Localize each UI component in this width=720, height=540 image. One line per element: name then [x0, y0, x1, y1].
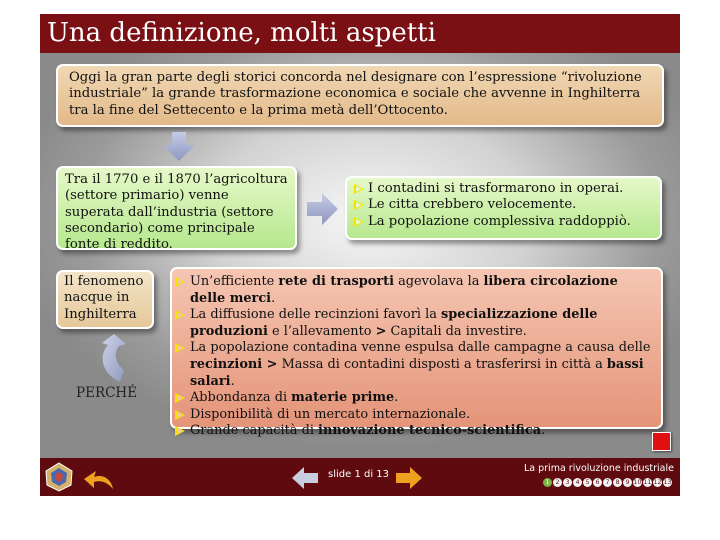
page-dot-8[interactable]: 8 [613, 478, 622, 487]
list-item: Le citta crebbero velocemente. [353, 197, 654, 213]
phenomenon-box [56, 270, 154, 329]
consequences-box [345, 176, 662, 240]
page-dot-3[interactable]: 3 [563, 478, 572, 487]
reason-item [174, 307, 657, 340]
phenomenon-text: Il fenomeno nacque in Inghilterra [64, 274, 144, 322]
reason-item [174, 407, 657, 424]
page-dot-12[interactable]: 12 [653, 479, 662, 486]
home-icon[interactable] [84, 468, 114, 490]
presentation-title: La prima rivoluzione industriale [523, 463, 674, 474]
reason-text: Un’efficiente [190, 274, 279, 289]
page-dot-7[interactable]: 7 [603, 478, 612, 487]
reason-text: recinzioni > [190, 356, 278, 372]
page-dot-9[interactable]: 9 [623, 478, 632, 487]
reason-text: innovazione tecnico-scientifica [318, 423, 542, 439]
reason-text: . [541, 423, 546, 439]
reason-text: e l’allevamento [267, 323, 376, 339]
page-dot-1[interactable]: 1 [543, 478, 552, 487]
reason-item [174, 390, 657, 407]
reason-text: . [271, 290, 276, 306]
reason-text: rete di trasporti [278, 274, 395, 289]
page-dot-4[interactable]: 4 [573, 478, 582, 487]
right-arrow-icon [307, 193, 339, 225]
agriculture-box [56, 166, 297, 253]
page-dot-10[interactable]: 10 [633, 479, 642, 486]
reason-text: bassi salari [190, 356, 644, 389]
stop-button[interactable] [652, 432, 671, 451]
bullet-icon [175, 277, 185, 287]
why-label: PERCHÉ [76, 385, 138, 401]
reason-text: specializzazione delle produzioni [190, 307, 598, 339]
page-dot-6[interactable]: 6 [593, 478, 602, 487]
slide [40, 14, 680, 496]
agriculture-text: Tra il 1770 e il 1870 l’agricoltura (settore primario) venne superata dall’industria (settore secondario) come principale fonte di reddito. [65, 172, 288, 253]
list-item: I contadini si trasformarono in operai. [353, 181, 654, 197]
navigation-bar [40, 458, 680, 496]
page-dots [543, 478, 672, 487]
page-dot-11[interactable]: 11 [643, 479, 652, 486]
reason-text: . [394, 390, 399, 406]
bullet-icon [175, 426, 185, 436]
bullet-icon [354, 184, 364, 194]
reason-text: > [375, 323, 387, 339]
reason-text: materie prime [291, 390, 395, 406]
bullet-icon [175, 410, 185, 420]
reason-text: . [230, 373, 235, 389]
curved-arrow-icon [94, 334, 128, 382]
list-item: La popolazione complessiva raddoppiò. [353, 214, 654, 230]
reason-text: Massa di contadini disposti a trasferirsi in città a [277, 356, 607, 372]
reason-text: Grande capacità di [190, 423, 319, 439]
bullet-icon [175, 343, 185, 353]
bullet-icon [354, 200, 364, 210]
reason-text: Disponibilità di un mercato internazionale. [190, 406, 471, 422]
reason-text: La diffusione delle recinzioni favorì la [190, 307, 441, 323]
reason-item [174, 423, 657, 440]
prev-arrow-icon[interactable] [292, 467, 318, 489]
reason-item [174, 274, 657, 307]
down-arrow-icon [162, 132, 196, 162]
slide-title: Una definizione, molti aspetti [47, 18, 436, 48]
reason-text: libera circolazione delle merci [190, 274, 618, 306]
page-dot-13[interactable]: 13 [663, 479, 672, 486]
title-bar [40, 14, 680, 53]
intro-text: Oggi la gran parte degli storici concorda nel designare con l’espressione “rivoluzione industriale” la grande trasformazione economica e sociale che avvenne in Inghilterra tra la fine del Settecento e la prima metà dell’Ottocento. [69, 70, 642, 118]
reason-text: agevolava la [394, 274, 484, 289]
intro-box [56, 64, 664, 127]
next-arrow-icon[interactable] [396, 467, 422, 489]
reason-text: La popolazione contadina venne espulsa dalle campagne a causa delle [190, 340, 651, 356]
reasons-box [170, 267, 663, 439]
page-dot-5[interactable]: 5 [583, 478, 592, 487]
bullet-icon [354, 217, 364, 227]
reason-item [174, 340, 657, 390]
slide-counter: slide 1 di 13 [328, 469, 390, 480]
bullet-icon [175, 393, 185, 403]
reason-text: Capitali da investire. [386, 323, 527, 339]
bullet-icon [175, 310, 185, 320]
logo-icon[interactable] [44, 462, 74, 492]
page-dot-2[interactable]: 2 [553, 478, 562, 487]
reason-text: Abbondanza di [190, 390, 292, 406]
